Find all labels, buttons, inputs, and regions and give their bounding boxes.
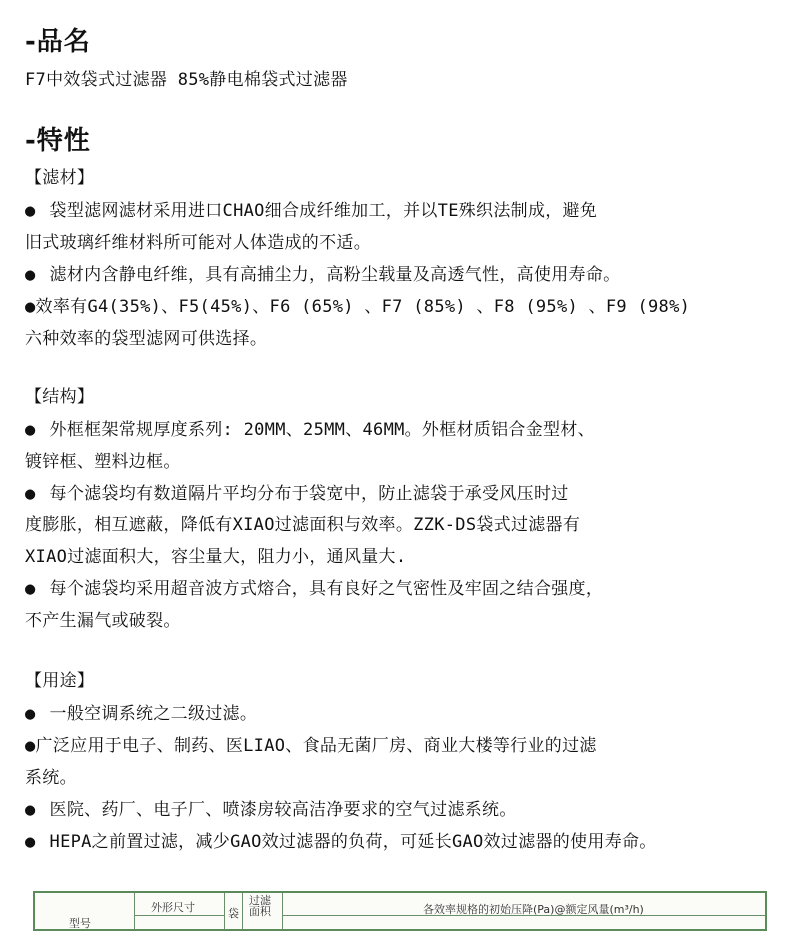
features-heading: -特性 xyxy=(25,126,91,156)
structure-line-6: ● 每个滤袋均采用超音波方式熔合，具有良好之气密性及牢固之结合强度， xyxy=(25,579,604,599)
bullet-icon: ● xyxy=(25,579,36,599)
filter-media-title: 【滤材】 xyxy=(25,168,95,188)
table-header-model: 型号 xyxy=(69,917,91,930)
bullet-icon: ● xyxy=(25,297,36,317)
filter-media-line-3: ● 滤材内含静电纤维，具有高捕尘力，高粉尘载量及高透气性，高使用寿命。 xyxy=(25,265,621,285)
structure-line-2: 镀锌框、塑料边框。 xyxy=(25,452,181,472)
bullet-icon: ● xyxy=(25,800,36,820)
filter-media-line-5: 六种效率的袋型滤网可供选择。 xyxy=(25,329,268,349)
structure-line-3: ● 每个滤袋均有数道隔片平均分布于袋宽中，防止滤袋于承受风压时过 xyxy=(25,484,569,504)
table-col-area xyxy=(243,893,283,929)
product-name-text: F7中效袋式过滤器 85%静电棉袋式过滤器 xyxy=(25,70,348,90)
bullet-icon: ● xyxy=(25,484,36,504)
usage-line-5: ● HEPA之前置过滤，减少GAO效过滤器的负荷，可延长GAO效过滤器的使用寿命。 xyxy=(25,832,657,852)
table-header-pressure: 各效率规格的初始压降(Pa)@额定风量(m³/h) xyxy=(423,903,644,916)
table-subrow-divider xyxy=(283,915,767,916)
bullet-icon: ● xyxy=(25,420,36,440)
table-header-bags: 袋 xyxy=(228,907,239,920)
bullet-icon: ● xyxy=(25,265,36,285)
usage-line-3: 系统。 xyxy=(25,768,77,788)
table-header-dimensions: 外形尺寸 xyxy=(151,901,195,914)
table-col-dimensions xyxy=(135,893,225,929)
bullet-icon: ● xyxy=(25,736,36,756)
usage-line-4: ● 医院、药厂、电子厂、喷漆房较高洁净要求的空气过滤系统。 xyxy=(25,800,517,820)
bullet-icon: ● xyxy=(25,704,36,724)
table-header-area: 过滤 面积 xyxy=(249,894,271,918)
product-name-heading: -品名 xyxy=(25,27,91,57)
filter-media-line-1: ● 袋型滤网滤材采用进口CHAO细合成纤维加工，并以TE殊织法制成，避免 xyxy=(25,201,598,221)
table-col-model xyxy=(35,893,135,929)
structure-line-5: XIAO过滤面积大，容尘量大，阻力小，通风量大. xyxy=(25,547,407,567)
structure-line-4: 度膨胀，相互遮蔽，降低有XIAO过滤面积与效率。ZZK-DS袋式过滤器有 xyxy=(25,515,581,535)
usage-line-1: ● 一般空调系统之二级过滤。 xyxy=(25,704,258,724)
filter-media-line-2: 旧式玻璃纤维材料所可能对人体造成的不适。 xyxy=(25,233,371,253)
structure-title: 【结构】 xyxy=(25,387,95,407)
bullet-icon: ● xyxy=(25,832,36,852)
table-subrow-divider xyxy=(135,915,224,916)
table-col-bags xyxy=(225,893,243,929)
usage-title: 【用途】 xyxy=(25,671,95,691)
structure-line-1: ● 外框框架常规厚度系列: 20MM、25MM、46MM。外框材质铝合金型材、 xyxy=(25,420,595,440)
bullet-icon: ● xyxy=(25,201,36,221)
spec-table xyxy=(33,891,767,931)
table-col-pressure xyxy=(283,893,767,929)
structure-line-7: 不产生漏气或破裂。 xyxy=(25,611,181,631)
usage-line-2: ●广泛应用于电子、制药、医LIAO、食品无菌厂房、商业大楼等行业的过滤 xyxy=(25,736,597,756)
filter-media-line-4: ●效率有G4(35%)、F5(45%)、F6 (65%) 、F7 (85%) 、F8 (95%) 、F9 (98%) xyxy=(25,297,691,317)
